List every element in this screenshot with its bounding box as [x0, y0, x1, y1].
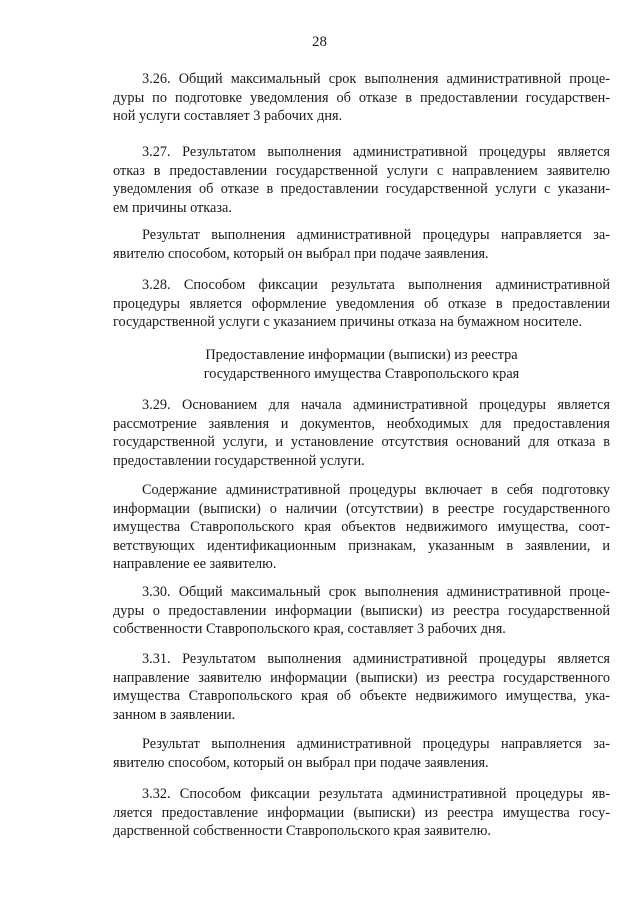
paragraph-line: государственной услуги, и установление отсутствия оснований для отказа в	[113, 434, 610, 451]
paragraph-3-32	[113, 785, 610, 841]
paragraph-3-29-content	[113, 481, 610, 574]
paragraph-line: 3.31. Результатом выполнения административной процедуры является	[142, 651, 610, 667]
paragraph-line: Результат выполнения административной процедуры направляется за-	[142, 227, 610, 243]
paragraph-line: направление ее заявителю.	[113, 556, 277, 573]
paragraph-line: направление заявителю информации (выписки) из реестра государственного	[113, 669, 610, 686]
paragraph-line: занном в заявлении.	[113, 706, 236, 723]
paragraph-line: дуры о предоставлении информации (выписки) из реестра государственной	[113, 602, 610, 619]
paragraph-3-28	[113, 276, 610, 332]
heading-line: Предоставление информации (выписки) из реестра	[205, 347, 518, 363]
paragraph-3-29	[113, 396, 610, 470]
paragraph-line: явителю способом, который он выбрал при подаче заявления.	[113, 245, 489, 262]
paragraph-line: уведомления об отказе в предоставлении государственной услуги с указани-	[113, 181, 610, 198]
paragraph-line: информации (выписки) о наличии (отсутствии) в реестре государственного	[113, 500, 610, 517]
paragraph-line: Содержание административной процедуры включает в себя подготовку	[142, 482, 610, 498]
paragraph-line: 3.26. Общий максимальный срок выполнения административной проце-	[142, 71, 610, 87]
paragraph-3-31	[113, 650, 610, 724]
paragraph-line: ной услуги составляет 3 рабочих дня.	[113, 108, 343, 125]
paragraph-line: отказ в предоставлении государственной услуги с направлением заявителю	[113, 162, 610, 179]
paragraph-line: имущества Ставропольского края объектов недвижимого имущества, соот-	[113, 519, 610, 536]
paragraph-line: ем причины отказа.	[113, 199, 232, 216]
paragraph-line: дарственной собственности Ставропольского края заявителю.	[113, 823, 491, 840]
paragraph-3-27-result	[113, 226, 610, 263]
paragraph-line: явителю способом, который он выбрал при подаче заявления.	[113, 754, 489, 771]
paragraph-line: 3.32. Способом фиксации результата административной процедуры яв-	[142, 786, 610, 802]
paragraph-line: имущества Ставропольского края об объекте недвижимого имущества, ука-	[113, 688, 610, 705]
paragraph-line: 3.27. Результатом выполнения административной процедуры является	[142, 144, 610, 160]
paragraph-line: ляется предоставление информации (выписки) из реестра имущества госу-	[113, 804, 610, 821]
paragraph-line: дуры по подготовке уведомления об отказе в предоставлении государствен-	[113, 89, 610, 106]
paragraph-line: процедуры является оформление уведомления об отказе в предоставлении	[113, 295, 610, 312]
paragraph-line: государственной услуги с указанием причины отказа на бумажном носителе.	[113, 314, 583, 331]
paragraph-line: ветствующих идентификационным признакам, указанным в заявлении, и	[113, 537, 610, 554]
paragraph-line: Результат выполнения административной процедуры направляется за-	[142, 736, 610, 752]
section-heading	[113, 346, 610, 383]
paragraph-3-26	[113, 70, 610, 126]
paragraph-line: 3.29. Основанием для начала административной процедуры является	[142, 397, 610, 413]
paragraph-line: рассмотрение заявления и документов, необходимых для предоставления	[113, 415, 610, 432]
paragraph-3-30	[113, 583, 610, 639]
paragraph-line: 3.28. Способом фиксации результата выполнения административной	[142, 277, 610, 293]
heading-line: государственного имущества Ставропольского края	[203, 365, 520, 382]
paragraph-3-31-result	[113, 735, 610, 772]
paragraph-line: собственности Ставропольского края, составляет 3 рабочих дня.	[113, 621, 506, 638]
paragraph-line: 3.30. Общий максимальный срок выполнения административной проце-	[142, 584, 610, 600]
paragraph-3-27	[113, 143, 610, 217]
page-number: 28	[312, 34, 327, 50]
paragraph-line: предоставлении государственной услуги.	[113, 452, 365, 469]
